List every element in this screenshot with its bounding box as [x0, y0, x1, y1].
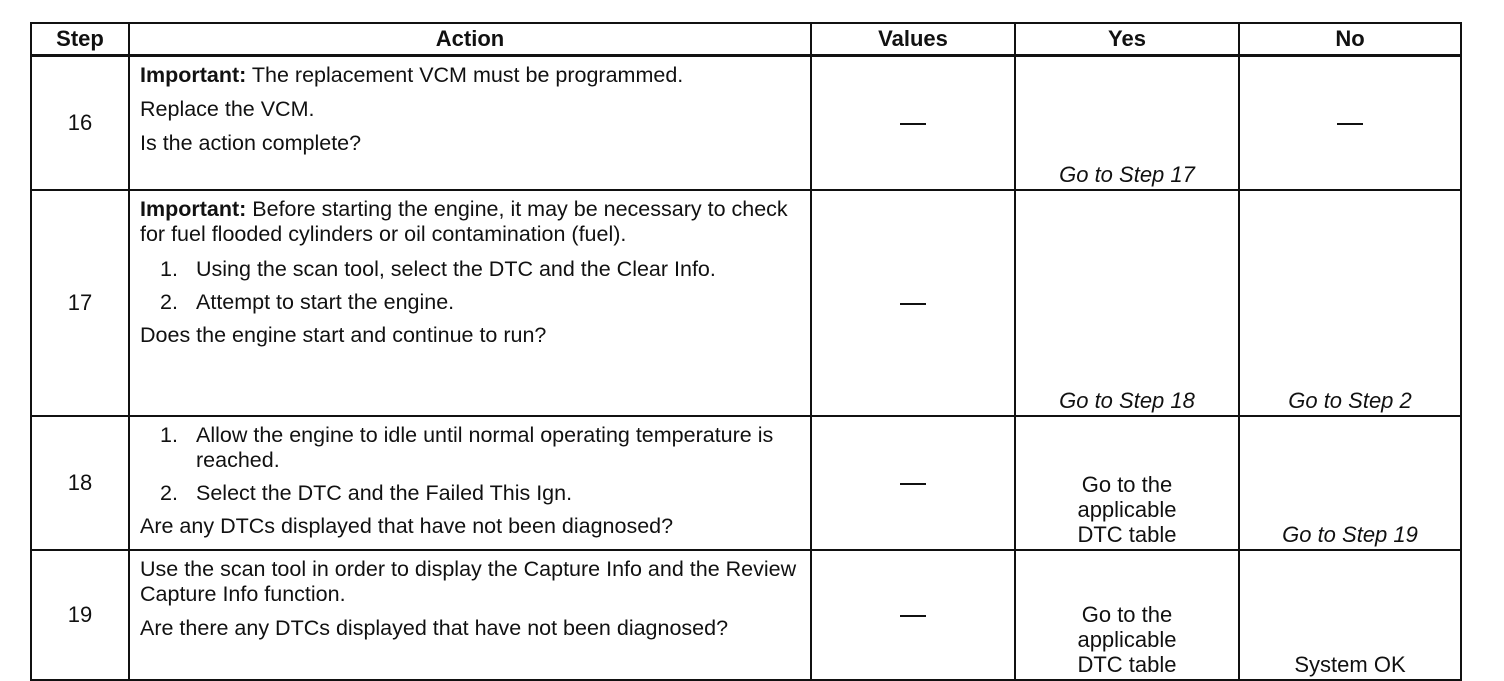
step-number: 18: [31, 416, 129, 550]
action-cell: [129, 190, 811, 416]
action-question: Is the action complete?: [140, 131, 362, 155]
table-row: [31, 56, 1461, 191]
no-cell: [1239, 56, 1461, 191]
no-cell: System OK: [1239, 550, 1461, 680]
step-number: 19: [31, 550, 129, 680]
list-item: 2. Select the DTC and the Failed This Ign.: [160, 481, 573, 505]
action-line: Replace the VCM.: [140, 97, 315, 121]
list-item: 1. Using the scan tool, select the DTC and the Clear Info.: [160, 257, 716, 281]
no-cell: Go to Step 19: [1239, 416, 1461, 550]
yes-cell: Go to Step 17: [1015, 56, 1239, 191]
diagnostic-table: [30, 22, 1462, 681]
dash-mark: [1337, 123, 1363, 125]
header-yes: Yes: [1015, 23, 1239, 56]
table-header: [31, 23, 1461, 56]
action-cell: [129, 550, 811, 680]
table-row: [31, 550, 1461, 680]
values-cell: [811, 190, 1015, 416]
dash-mark: [900, 483, 926, 485]
header-no: No: [1239, 23, 1461, 56]
action-line: Use the scan tool in order to display the Capture Info and the Review Capture Info function.: [140, 557, 797, 606]
action-cell: [129, 416, 811, 550]
important-label: Important:: [140, 63, 247, 87]
yes-cell: Go to Step 18: [1015, 190, 1239, 416]
action-question: Does the engine start and continue to run?: [140, 323, 547, 347]
important-label: Important:: [140, 197, 247, 221]
dash-mark: [900, 615, 926, 617]
important-note: [140, 63, 800, 88]
action-cell: [129, 56, 811, 191]
yes-cell: Go to the applicable DTC table: [1015, 550, 1239, 680]
header-step: Step: [31, 23, 129, 56]
header-action: Action: [129, 23, 811, 56]
important-note: [140, 197, 800, 247]
table-row: [31, 190, 1461, 416]
action-question: Are any DTCs displayed that have not been diagnosed?: [140, 514, 674, 538]
values-cell: [811, 550, 1015, 680]
values-cell: [811, 416, 1015, 550]
list-item: 2. Attempt to start the engine.: [160, 290, 455, 314]
action-question: Are there any DTCs displayed that have not been diagnosed?: [140, 616, 729, 640]
table-row: [31, 416, 1461, 550]
important-text: Before starting the engine, it may be necessary to check for fuel flooded cylinders or oil contamination (fuel).: [140, 197, 788, 246]
list-item: 1. Allow the engine to idle until normal operating temperature is reached.: [160, 423, 774, 472]
no-cell: Go to Step 2: [1239, 190, 1461, 416]
dash-mark: [900, 303, 926, 305]
dash-mark: [900, 123, 926, 125]
step-number: 16: [31, 56, 129, 191]
step-number: 17: [31, 190, 129, 416]
yes-cell: Go to the applicable DTC table: [1015, 416, 1239, 550]
header-values: Values: [811, 23, 1015, 56]
important-text: The replacement VCM must be programmed.: [246, 63, 684, 87]
values-cell: [811, 56, 1015, 191]
